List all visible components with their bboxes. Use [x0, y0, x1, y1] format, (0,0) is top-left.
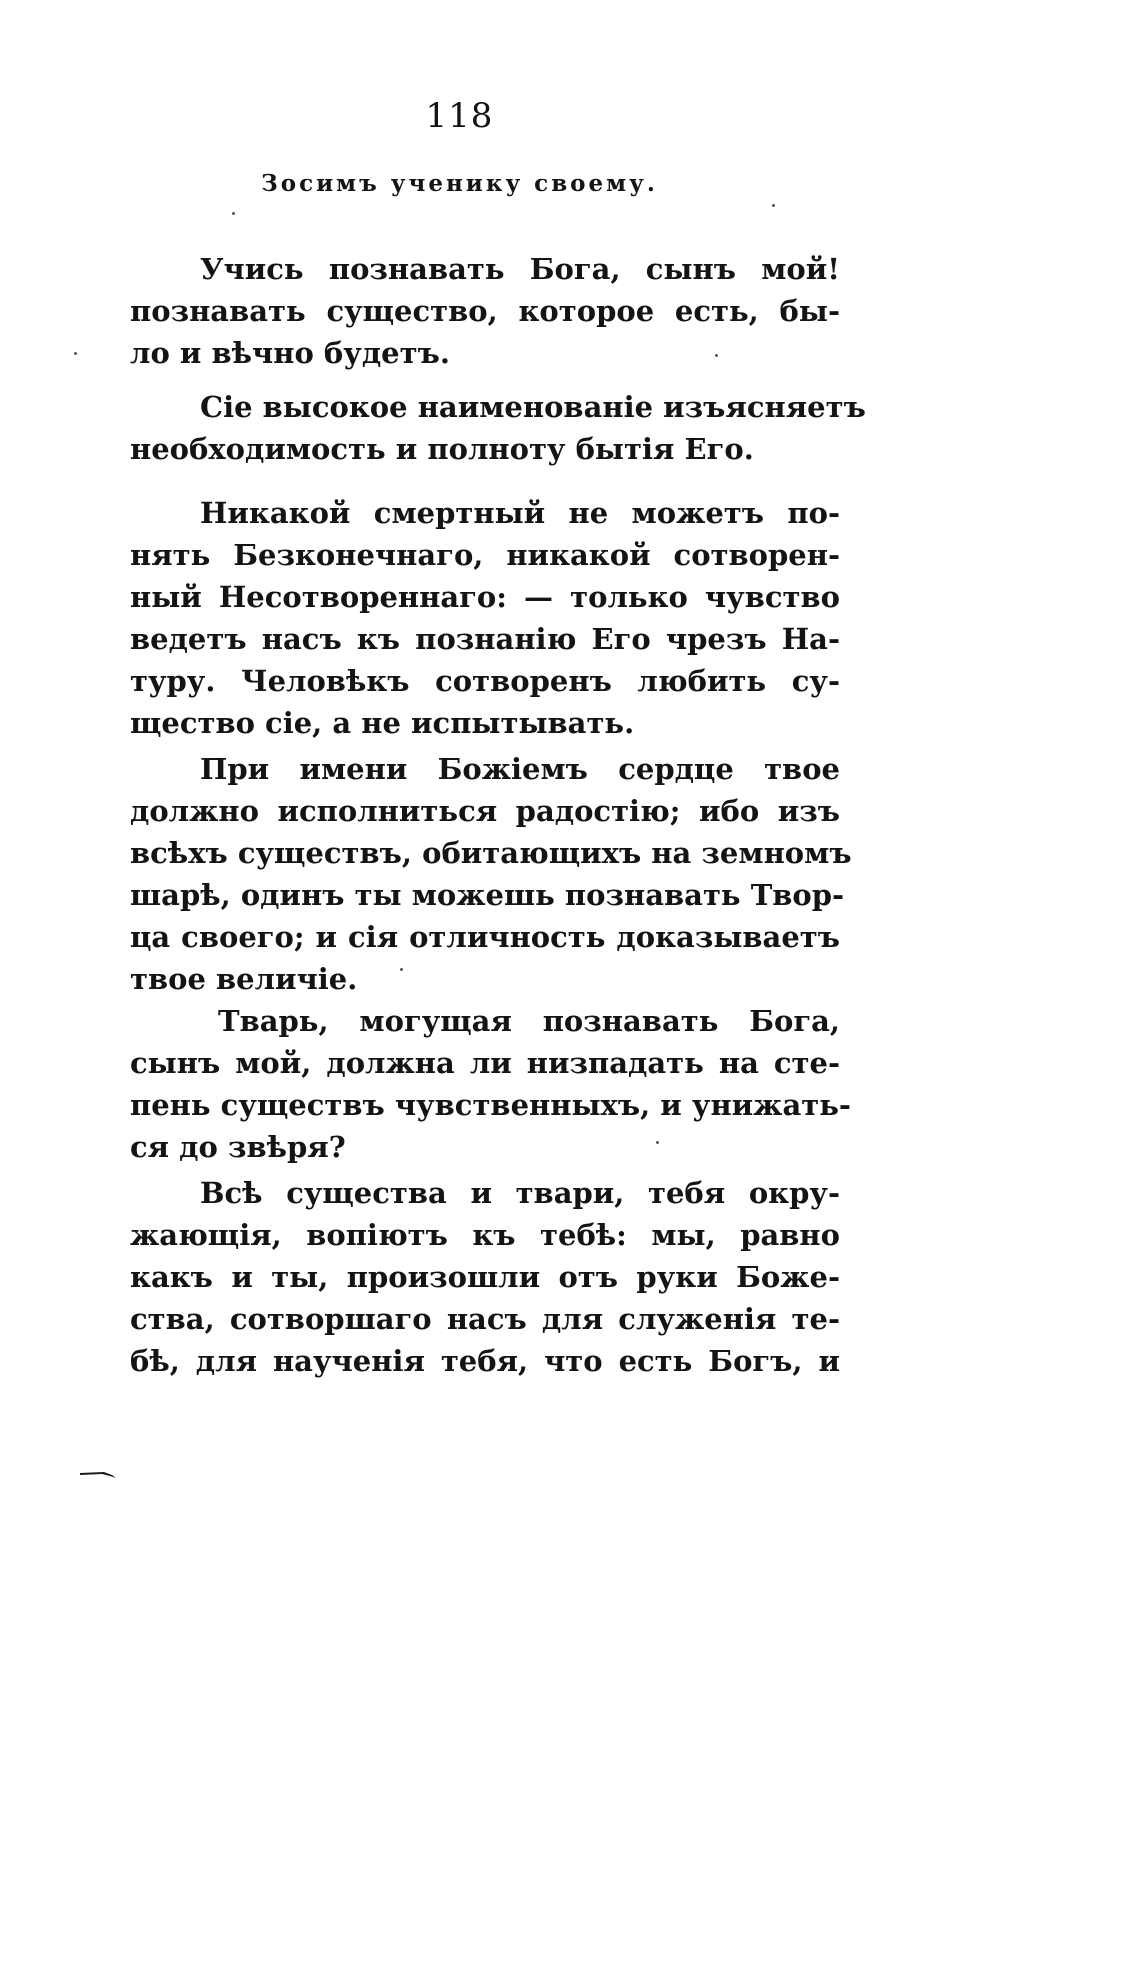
text-line: щество сіе, а не испытывать.	[130, 706, 635, 740]
ink-speck	[656, 1141, 659, 1144]
text-line: Всѣ существа и твари, тебя окру-	[200, 1176, 840, 1210]
text-line: нять Безконечнаго, никакой сотворен-	[130, 538, 840, 572]
text-line: ца своего; и сія отличность доказываетъ	[130, 920, 840, 954]
text-line: Учись познавать Бога, сынъ мой!	[200, 252, 840, 286]
text-line: Сіе высокое наименованіе изъясняетъ	[200, 390, 866, 424]
paragraph-1	[130, 248, 840, 374]
text-line: познавать существо, которое есть, бы-	[130, 294, 840, 328]
ink-speck	[400, 968, 403, 971]
text-line: Никакой смертный не можетъ по-	[200, 496, 840, 530]
ink-speck	[74, 352, 77, 355]
text-line: пень существъ чувственныхъ, и унижать-	[130, 1088, 851, 1122]
text-line: должно исполниться радостію; ибо изъ	[130, 794, 840, 828]
paragraph-6	[130, 1172, 840, 1382]
text-line: ло и вѣчно будетъ.	[130, 336, 450, 370]
text-line: всѣхъ существъ, обитающихъ на земномъ	[130, 836, 852, 870]
ink-speck	[232, 212, 235, 215]
section-heading: Зосимъ ученику своему.	[261, 170, 658, 197]
paragraph-5	[130, 1000, 851, 1168]
text-line: бѣ, для наученія тебя, что есть Богъ, и	[130, 1344, 840, 1378]
text-line: сынъ мой, должна ли низпадать на сте-	[130, 1046, 840, 1080]
page-number: 118	[425, 96, 494, 136]
paragraph-3	[130, 492, 840, 744]
text-line: ный Несотвореннаго: — только чувство	[130, 580, 840, 614]
text-line: Тварь, могущая познавать Бога,	[218, 1004, 840, 1038]
text-line: ведетъ насъ къ познанію Его чрезъ На-	[130, 622, 840, 656]
ink-smudge	[80, 1470, 118, 1478]
text-line: При имени Божіемъ сердце твое	[200, 752, 840, 786]
text-line: ся до звѣря?	[130, 1130, 346, 1164]
text-line: туру. Человѣкъ сотворенъ любить су-	[130, 664, 840, 698]
ink-speck	[772, 204, 775, 207]
paragraph-2	[130, 386, 866, 470]
ink-speck	[715, 354, 718, 357]
text-line: необходимость и полноту бытія Его.	[130, 432, 754, 466]
paragraph-4	[130, 748, 852, 1000]
text-line: какъ и ты, произошли отъ руки Боже-	[130, 1260, 840, 1294]
text-line: твое величіе.	[130, 962, 358, 996]
text-line: шарѣ, одинъ ты можешь познавать Твор-	[130, 878, 845, 912]
text-line: ства, сотворшаго насъ для служенія те-	[130, 1302, 840, 1336]
text-line: жающія, вопіютъ къ тебѣ: мы, равно	[130, 1218, 840, 1252]
